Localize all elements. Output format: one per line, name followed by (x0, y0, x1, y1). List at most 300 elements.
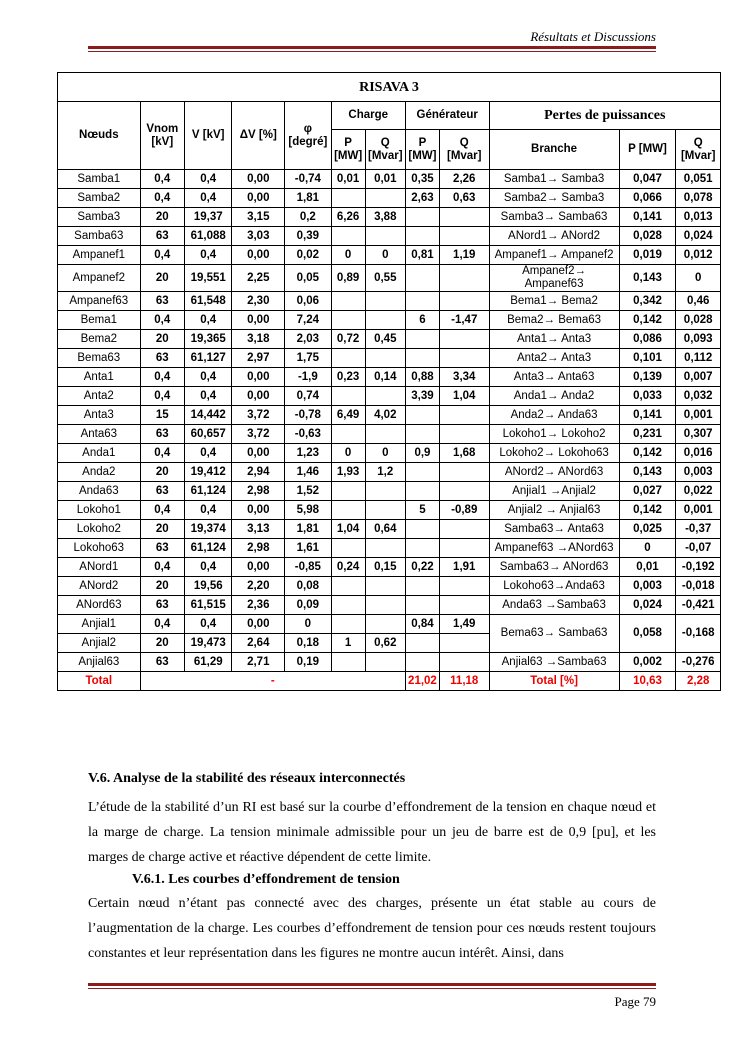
cell-gen-q: 1,19 (439, 246, 489, 265)
cell-gen-q: -0,89 (439, 501, 489, 520)
col-header-charge-q: Q [Mvar] (365, 130, 405, 170)
table-row (58, 577, 721, 596)
cell-gen-p (405, 520, 439, 539)
table-row (58, 596, 721, 615)
total-branche-label: Total [%] (489, 672, 619, 691)
cell-node: Lokoho1 (58, 501, 141, 520)
cell-vnom: 63 (140, 292, 184, 311)
footer-rule-thin (88, 988, 656, 989)
cell-node: Lokoho63 (58, 539, 141, 558)
cell-vnom: 20 (140, 520, 184, 539)
cell-phi: 0,06 (285, 292, 331, 311)
cell-gen-q (439, 265, 489, 292)
cell-vnom: 0,4 (140, 558, 184, 577)
cell-charge-p (331, 387, 365, 406)
cell-charge-q (365, 292, 405, 311)
results-table (57, 72, 721, 691)
cell-vnom: 63 (140, 482, 184, 501)
cell-gen-q (439, 634, 489, 653)
cell-gen-p (405, 653, 439, 672)
cell-phi: 1,46 (285, 463, 331, 482)
cell-phi: -1,9 (285, 368, 331, 387)
cell-dv: 3,13 (232, 520, 285, 539)
cell-dv: 0,00 (232, 501, 285, 520)
cell-vnom: 0,4 (140, 444, 184, 463)
cell-gen-p: 0,81 (405, 246, 439, 265)
table-row (58, 615, 721, 634)
col-header-charge-p: P [MW] (331, 130, 365, 170)
cell-charge-p: 1,04 (331, 520, 365, 539)
cell-gen-p: 6 (405, 311, 439, 330)
cell-gen-q: 1,04 (439, 387, 489, 406)
cell-v: 0,4 (184, 558, 231, 577)
cell-gen-q (439, 330, 489, 349)
cell-charge-q (365, 482, 405, 501)
table-row (58, 558, 721, 577)
cell-gen-p (405, 330, 439, 349)
cell-dv: 0,00 (232, 558, 285, 577)
cell-phi: 0 (285, 615, 331, 634)
cell-loss-q: 0,013 (676, 208, 721, 227)
cell-branche: Lokoho2→ Lokoho63 (489, 444, 619, 463)
cell-gen-p: 0,9 (405, 444, 439, 463)
cell-dv: 3,18 (232, 330, 285, 349)
cell-dv: 0,00 (232, 246, 285, 265)
cell-phi: 1,75 (285, 349, 331, 368)
cell-charge-p: 6,26 (331, 208, 365, 227)
cell-v: 0,4 (184, 170, 231, 189)
cell-v: 61,515 (184, 596, 231, 615)
table-row (58, 208, 721, 227)
cell-loss-p: 0,143 (619, 463, 676, 482)
col-header-dv: ΔV [%] (232, 102, 285, 170)
cell-node: Bema63 (58, 349, 141, 368)
cell-loss-q: -0,276 (676, 653, 721, 672)
cell-gen-q: 3,34 (439, 368, 489, 387)
cell-charge-p: 0,23 (331, 368, 365, 387)
cell-dv: 2,36 (232, 596, 285, 615)
cell-vnom: 20 (140, 208, 184, 227)
cell-loss-p: 0,231 (619, 425, 676, 444)
cell-vnom: 63 (140, 227, 184, 246)
cell-vnom: 63 (140, 349, 184, 368)
cell-loss-p: 0,01 (619, 558, 676, 577)
cell-v: 61,124 (184, 482, 231, 501)
cell-charge-q (365, 349, 405, 368)
cell-charge-p (331, 615, 365, 634)
cell-loss-q: 0,028 (676, 311, 721, 330)
cell-phi: 0,19 (285, 653, 331, 672)
cell-gen-p (405, 292, 439, 311)
cell-branche: Anda1→ Anda2 (489, 387, 619, 406)
cell-charge-q: 0 (365, 246, 405, 265)
cell-node: Samba63 (58, 227, 141, 246)
header-rule (88, 46, 656, 49)
cell-node: Anta2 (58, 387, 141, 406)
cell-loss-p: 0,066 (619, 189, 676, 208)
cell-loss-q: 0,001 (676, 406, 721, 425)
cell-node: ANord63 (58, 596, 141, 615)
cell-v: 19,56 (184, 577, 231, 596)
cell-branche: Samba63→ ANord63 (489, 558, 619, 577)
cell-charge-q: 0 (365, 444, 405, 463)
cell-loss-p: 0,027 (619, 482, 676, 501)
cell-dv: 0,00 (232, 170, 285, 189)
cell-branche: Anta2→ Anta3 (489, 349, 619, 368)
cell-dv: 0,00 (232, 189, 285, 208)
cell-phi: -0,74 (285, 170, 331, 189)
table-row (58, 387, 721, 406)
table-row (58, 501, 721, 520)
cell-loss-q: 0,001 (676, 501, 721, 520)
cell-dv: 2,94 (232, 463, 285, 482)
cell-phi: 1,81 (285, 189, 331, 208)
cell-dv: 0,00 (232, 368, 285, 387)
cell-charge-q: 0,55 (365, 265, 405, 292)
cell-loss-p: 0,002 (619, 653, 676, 672)
cell-node: ANord1 (58, 558, 141, 577)
cell-gen-p (405, 577, 439, 596)
table-row (58, 349, 721, 368)
cell-branche: Lokoho63→Anda63 (489, 577, 619, 596)
cell-vnom: 0,4 (140, 615, 184, 634)
cell-v: 19,365 (184, 330, 231, 349)
cell-gen-q (439, 539, 489, 558)
cell-gen-q: 1,68 (439, 444, 489, 463)
table-row (58, 653, 721, 672)
cell-phi: 2,03 (285, 330, 331, 349)
cell-phi: 0,74 (285, 387, 331, 406)
cell-charge-p: 0,89 (331, 265, 365, 292)
cell-loss-q: 0,093 (676, 330, 721, 349)
cell-dv: 2,30 (232, 292, 285, 311)
cell-phi: 0,09 (285, 596, 331, 615)
cell-loss-q: -0,421 (676, 596, 721, 615)
table-row (58, 227, 721, 246)
cell-charge-p (331, 311, 365, 330)
cell-v: 0,4 (184, 311, 231, 330)
cell-gen-q (439, 463, 489, 482)
cell-vnom: 20 (140, 577, 184, 596)
cell-dv: 3,15 (232, 208, 285, 227)
cell-phi: 1,61 (285, 539, 331, 558)
cell-charge-p: 0,24 (331, 558, 365, 577)
cell-loss-q: 0,007 (676, 368, 721, 387)
cell-phi: 0,39 (285, 227, 331, 246)
cell-loss-q: 0,051 (676, 170, 721, 189)
cell-loss-p: 0,141 (619, 406, 676, 425)
cell-loss-p: 0,086 (619, 330, 676, 349)
col-header-generateur: Générateur (405, 102, 489, 130)
cell-charge-p (331, 501, 365, 520)
col-header-noeuds: Nœuds (58, 102, 141, 170)
cell-charge-q (365, 189, 405, 208)
cell-dv: 2,98 (232, 482, 285, 501)
cell-loss-p: 0,033 (619, 387, 676, 406)
total-label: Total (58, 672, 141, 691)
cell-v: 0,4 (184, 246, 231, 265)
col-header-v: V [kV] (184, 102, 231, 170)
cell-gen-p (405, 265, 439, 292)
col-header-loss-q: Q [Mvar] (676, 130, 721, 170)
table-row (58, 425, 721, 444)
cell-charge-q (365, 387, 405, 406)
cell-vnom: 20 (140, 265, 184, 292)
cell-vnom: 63 (140, 539, 184, 558)
cell-loss-q: -0,37 (676, 520, 721, 539)
footer-rule (88, 983, 656, 986)
cell-loss-q: 0,012 (676, 246, 721, 265)
cell-node: Anta3 (58, 406, 141, 425)
table-row (58, 539, 721, 558)
cell-branche: Anjial1 →Anjial2 (489, 482, 619, 501)
cell-vnom: 0,4 (140, 501, 184, 520)
cell-charge-q (365, 615, 405, 634)
cell-branche: Ampanef2→ Ampanef63 (489, 265, 619, 292)
cell-loss-q: -0,168 (676, 615, 721, 653)
cell-charge-q: 0,64 (365, 520, 405, 539)
cell-loss-q: 0,022 (676, 482, 721, 501)
cell-branche: ANord1→ ANord2 (489, 227, 619, 246)
cell-loss-p: 0,142 (619, 501, 676, 520)
cell-gen-q: 0,63 (439, 189, 489, 208)
table-row (58, 170, 721, 189)
cell-v: 61,124 (184, 539, 231, 558)
cell-charge-p (331, 189, 365, 208)
cell-node: Anjial63 (58, 653, 141, 672)
cell-gen-p (405, 349, 439, 368)
cell-charge-q: 0,01 (365, 170, 405, 189)
cell-branche: Samba2→ Samba3 (489, 189, 619, 208)
col-header-loss-p: P [MW] (619, 130, 676, 170)
cell-vnom: 0,4 (140, 246, 184, 265)
cell-dv: 0,00 (232, 311, 285, 330)
cell-gen-p: 5 (405, 501, 439, 520)
cell-loss-p: 0,142 (619, 444, 676, 463)
cell-node: Bema1 (58, 311, 141, 330)
cell-node: Samba2 (58, 189, 141, 208)
cell-v: 14,442 (184, 406, 231, 425)
cell-vnom: 20 (140, 634, 184, 653)
cell-charge-p: 1,93 (331, 463, 365, 482)
table-row (58, 482, 721, 501)
cell-loss-q: -0,018 (676, 577, 721, 596)
cell-branche: Samba1→ Samba3 (489, 170, 619, 189)
cell-v: 61,29 (184, 653, 231, 672)
cell-branche: Samba3→ Samba63 (489, 208, 619, 227)
cell-charge-q (365, 311, 405, 330)
cell-loss-p: 0,143 (619, 265, 676, 292)
cell-branche: Lokoho1→ Lokoho2 (489, 425, 619, 444)
cell-loss-p: 0,019 (619, 246, 676, 265)
cell-gen-p (405, 596, 439, 615)
cell-vnom: 15 (140, 406, 184, 425)
cell-node: Samba1 (58, 170, 141, 189)
cell-gen-q (439, 653, 489, 672)
cell-phi: 0,18 (285, 634, 331, 653)
cell-loss-p: 0,101 (619, 349, 676, 368)
cell-loss-p: 0,141 (619, 208, 676, 227)
cell-node: Anda1 (58, 444, 141, 463)
section-body (88, 771, 656, 966)
cell-dv: 2,25 (232, 265, 285, 292)
cell-node: Anta1 (58, 368, 141, 387)
cell-charge-p: 0 (331, 444, 365, 463)
table-row (58, 246, 721, 265)
cell-gen-q (439, 292, 489, 311)
cell-gen-p (405, 406, 439, 425)
table-row (58, 406, 721, 425)
cell-charge-q: 1,2 (365, 463, 405, 482)
cell-dv: 3,72 (232, 406, 285, 425)
cell-node: Bema2 (58, 330, 141, 349)
cell-v: 61,127 (184, 349, 231, 368)
cell-dv: 2,97 (232, 349, 285, 368)
cell-v: 19,412 (184, 463, 231, 482)
total-loss-q: 2,28 (676, 672, 721, 691)
section-heading: V.6. Analyse de la stabilité des réseaux interconnectés (88, 771, 406, 786)
cell-loss-q: 0,078 (676, 189, 721, 208)
cell-v: 0,4 (184, 189, 231, 208)
cell-charge-p: 6,49 (331, 406, 365, 425)
table-row (58, 330, 721, 349)
cell-gen-p (405, 482, 439, 501)
total-loss-p: 10,63 (619, 672, 676, 691)
col-header-pertes: Pertes de puissances (489, 102, 720, 130)
cell-v: 19,551 (184, 265, 231, 292)
cell-vnom: 63 (140, 425, 184, 444)
cell-charge-q: 0,14 (365, 368, 405, 387)
cell-gen-p (405, 539, 439, 558)
cell-charge-q (365, 227, 405, 246)
cell-charge-p (331, 539, 365, 558)
cell-loss-p: 0,003 (619, 577, 676, 596)
cell-phi: 0,05 (285, 265, 331, 292)
col-header-gen-q: Q [Mvar] (439, 130, 489, 170)
cell-v: 19,37 (184, 208, 231, 227)
cell-charge-p (331, 292, 365, 311)
cell-gen-q (439, 227, 489, 246)
cell-gen-q (439, 482, 489, 501)
cell-node: Anda63 (58, 482, 141, 501)
cell-branche: ANord2→ ANord63 (489, 463, 619, 482)
cell-v: 19,374 (184, 520, 231, 539)
cell-gen-q (439, 349, 489, 368)
cell-gen-q: -1,47 (439, 311, 489, 330)
cell-loss-p: 0,028 (619, 227, 676, 246)
cell-dv: 0,00 (232, 387, 285, 406)
cell-branche: Bema2→ Bema63 (489, 311, 619, 330)
cell-phi: 1,52 (285, 482, 331, 501)
cell-v: 60,657 (184, 425, 231, 444)
cell-gen-q (439, 577, 489, 596)
cell-charge-p: 1 (331, 634, 365, 653)
cell-phi: 0,2 (285, 208, 331, 227)
cell-charge-q: 0,45 (365, 330, 405, 349)
cell-gen-p: 0,22 (405, 558, 439, 577)
cell-charge-p (331, 596, 365, 615)
table-row (58, 292, 721, 311)
cell-gen-q: 1,49 (439, 615, 489, 634)
cell-charge-q (365, 596, 405, 615)
cell-vnom: 0,4 (140, 311, 184, 330)
cell-v: 0,4 (184, 387, 231, 406)
cell-phi: 0,02 (285, 246, 331, 265)
col-header-gen-p: P [MW] (405, 130, 439, 170)
cell-loss-p: 0,025 (619, 520, 676, 539)
cell-loss-p: 0,139 (619, 368, 676, 387)
cell-v: 0,4 (184, 368, 231, 387)
paragraph-1: L’étude de la stabilité d’un RI est basé sur la courbe d’effondrement de la tension en chaque nœud et la marge de charge. La tension minimale admissible pour un jeu de barre est de 0,9 [pu], et les marges de charge active et réactive dépendent de cette limite. (88, 800, 656, 865)
cell-dv: 3,03 (232, 227, 285, 246)
cell-branche: Bema63→ Samba63 (489, 615, 619, 653)
cell-gen-p: 3,39 (405, 387, 439, 406)
cell-phi: 0,08 (285, 577, 331, 596)
cell-phi: -0,63 (285, 425, 331, 444)
cell-gen-q: 1,91 (439, 558, 489, 577)
cell-charge-q (365, 501, 405, 520)
cell-dv: 3,72 (232, 425, 285, 444)
cell-charge-p (331, 653, 365, 672)
cell-gen-p: 0,35 (405, 170, 439, 189)
cell-dv: 0,00 (232, 444, 285, 463)
cell-dv: 2,20 (232, 577, 285, 596)
cell-loss-p: 0 (619, 539, 676, 558)
table-row (58, 520, 721, 539)
cell-gen-p: 0,84 (405, 615, 439, 634)
table-row (58, 463, 721, 482)
cell-node: Anjial1 (58, 615, 141, 634)
cell-gen-q (439, 208, 489, 227)
cell-branche: Samba63→ Anta63 (489, 520, 619, 539)
cell-node: Samba3 (58, 208, 141, 227)
cell-gen-q (439, 596, 489, 615)
cell-charge-p (331, 577, 365, 596)
table-title: RISAVA 3 (58, 73, 721, 102)
cell-gen-p: 2,63 (405, 189, 439, 208)
cell-phi: 5,98 (285, 501, 331, 520)
cell-loss-p: 0,024 (619, 596, 676, 615)
total-gen-q: 11,18 (439, 672, 489, 691)
cell-node: Ampanef1 (58, 246, 141, 265)
cell-gen-p (405, 463, 439, 482)
cell-branche: Anta1→ Anta3 (489, 330, 619, 349)
cell-charge-p (331, 227, 365, 246)
cell-vnom: 20 (140, 330, 184, 349)
cell-node: ANord2 (58, 577, 141, 596)
cell-branche: Ampanef1→ Ampanef2 (489, 246, 619, 265)
subsection-heading: V.6.1. Les courbes d’effondrement de tension (132, 872, 400, 887)
cell-branche: Anda63 →Samba63 (489, 596, 619, 615)
cell-gen-q (439, 406, 489, 425)
cell-v: 61,548 (184, 292, 231, 311)
cell-phi: -0,85 (285, 558, 331, 577)
cell-branche: Ampanef63 →ANord63 (489, 539, 619, 558)
cell-gen-p (405, 208, 439, 227)
cell-gen-q (439, 425, 489, 444)
cell-dv: 2,71 (232, 653, 285, 672)
cell-loss-p: 0,142 (619, 311, 676, 330)
cell-gen-p (405, 425, 439, 444)
cell-gen-p: 0,88 (405, 368, 439, 387)
cell-loss-q: 0,46 (676, 292, 721, 311)
cell-charge-q: 4,02 (365, 406, 405, 425)
cell-branche: Anjial63 →Samba63 (489, 653, 619, 672)
cell-gen-p (405, 634, 439, 653)
cell-branche: Bema1→ Bema2 (489, 292, 619, 311)
col-header-vnom: Vnom [kV] (140, 102, 184, 170)
table-row (58, 265, 721, 292)
